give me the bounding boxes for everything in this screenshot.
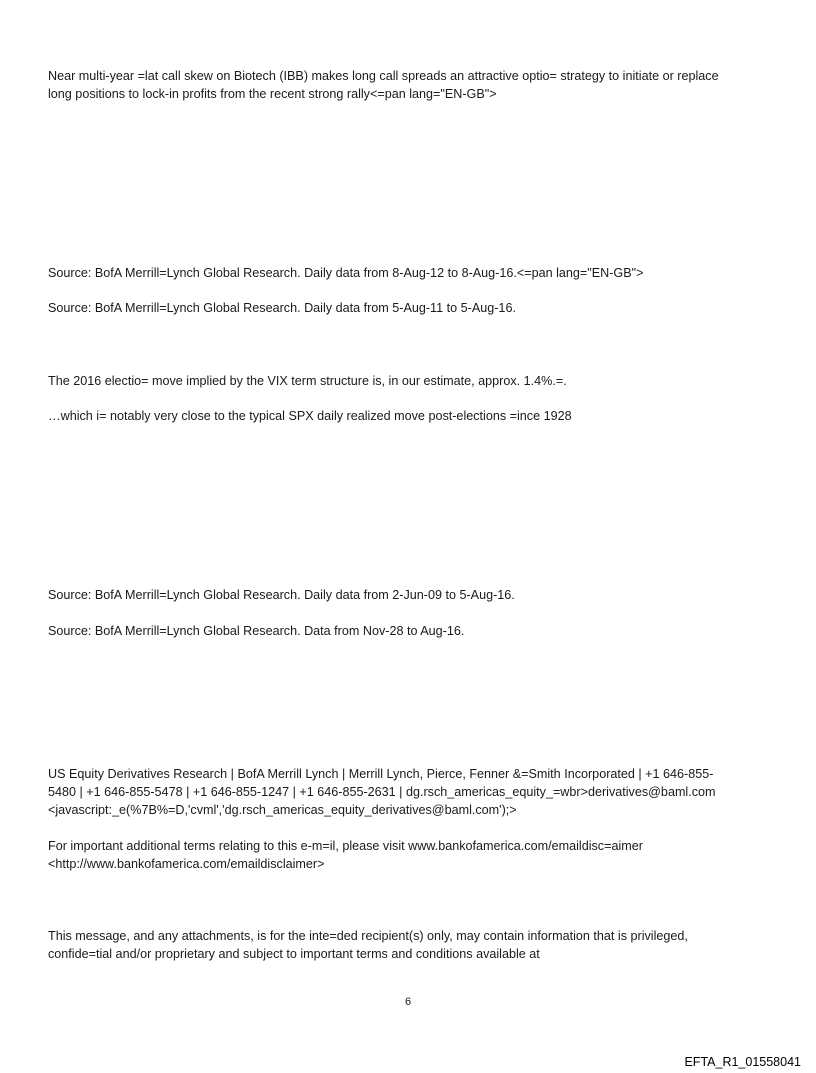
text-line: Source: BofA Merrill=Lynch Global Research. Daily data from 5-Aug-11 to 5-Aug-16. xyxy=(48,301,516,315)
page-number: 6 xyxy=(404,996,412,1008)
source-note xyxy=(48,622,778,640)
confidentiality-notice xyxy=(48,927,778,963)
text-line: <javascript:_e(%7B%=D,'cvml','dg.rsch_americas_equity_derivatives@baml.com');> xyxy=(48,803,517,817)
paragraph-spx-realized-move xyxy=(48,407,778,425)
text-line: The 2016 electio= move implied by the VIX term structure is, in our estimate, approx. 1.4%.=. xyxy=(48,374,567,388)
contact-info xyxy=(48,765,778,819)
text-line: Near multi-year =lat call skew on Biotech (IBB) makes long call spreads an attractive optio= strategy to initiate or replace xyxy=(48,69,719,83)
document-id: EFTA_R1_01558041 xyxy=(684,1055,801,1069)
text-line: This message, and any attachments, is for the inte=ded recipient(s) only, may contain information that is privileged, xyxy=(48,929,688,943)
paragraph-biotech-skew xyxy=(48,67,778,103)
text-line: 5480 | +1 646-855-5478 | +1 646-855-1247 | +1 646-855-2631 | dg.rsch_americas_equity_=wbr>derivatives@baml.com xyxy=(48,785,716,799)
text-line: For important additional terms relating to this e-m=il, please visit www.bankofamerica.com/emaildisc=aimer xyxy=(48,839,643,853)
source-note xyxy=(48,586,778,604)
text-line: Source: BofA Merrill=Lynch Global Research. Daily data from 8-Aug-12 to 8-Aug-16.<=pan lang="EN-GB"> xyxy=(48,266,644,280)
disclaimer-link-paragraph xyxy=(48,837,778,873)
paragraph-election-move xyxy=(48,372,778,390)
text-line: <http://www.bankofamerica.com/emaildisclaimer> xyxy=(48,857,325,871)
text-line: Source: BofA Merrill=Lynch Global Research. Data from Nov-28 to Aug-16. xyxy=(48,624,465,638)
source-note xyxy=(48,299,778,317)
text-line: long positions to lock-in profits from the recent strong rally<=pan lang="EN-GB"> xyxy=(48,87,497,101)
source-note xyxy=(48,264,778,282)
text-line: …which i= notably very close to the typical SPX daily realized move post-elections =ince 1928 xyxy=(48,409,572,423)
text-line: US Equity Derivatives Research | BofA Merrill Lynch | Merrill Lynch, Pierce, Fenner &=Smith Incorporated | +1 646-855- xyxy=(48,767,714,781)
text-line: confide=tial and/or proprietary and subject to important terms and conditions available at xyxy=(48,947,540,961)
text-line: Source: BofA Merrill=Lynch Global Research. Daily data from 2-Jun-09 to 5-Aug-16. xyxy=(48,588,515,602)
